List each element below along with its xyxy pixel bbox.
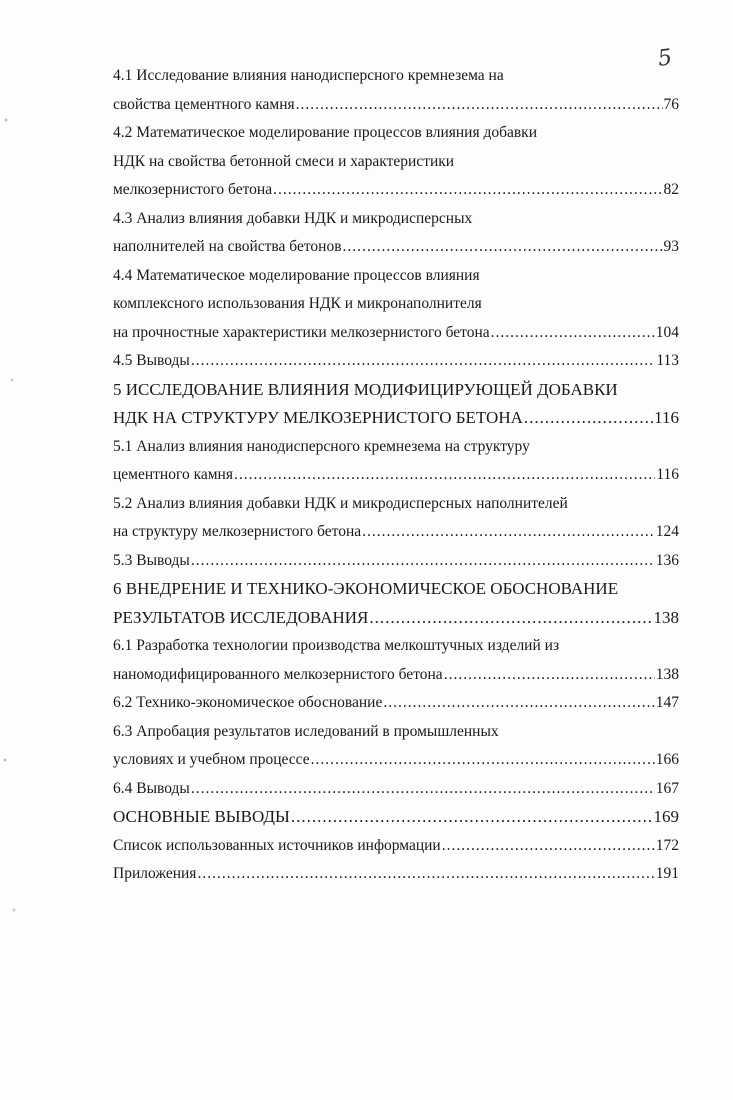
toc-page-number: 138 [655,665,679,683]
toc-page-number: 82 [663,181,679,198]
table-of-contents [113,62,679,889]
toc-entry-text: ОСНОВНЫЕ ВЫВОДЫ [113,807,290,826]
toc-entry-text: условиях и учебном процессе [113,751,310,768]
toc-page-number: 147 [655,694,679,711]
toc-entry-text: НДК НА СТРУКТУРУ МЕЛКОЗЕРНИСТОГО БЕТОНА [113,408,523,427]
toc-line [113,775,679,804]
toc-line [113,347,679,376]
toc-entry-text: 4.4 Математическое моделирование процессов влияния [113,266,480,284]
toc-line [113,376,679,405]
toc-line [113,319,679,348]
toc-page-number: 93 [663,238,679,255]
toc-entry-text: наполнителей на свойства бетонов [113,238,342,255]
toc-line [113,404,679,433]
toc-entry-text: цементного камня [113,466,233,483]
toc-line [113,461,679,490]
toc-entry-text: РЕЗУЛЬТАТОВ ИССЛЕДОВАНИЯ [113,607,369,627]
toc-page-number: 76 [663,95,679,113]
dot-leader [442,832,655,861]
toc-page-number: 166 [655,751,679,768]
toc-entry-text: 6.3 Апробация результатов иследований в промышленных [113,722,499,740]
toc-page-number: 191 [655,865,679,882]
dot-leader [311,746,655,775]
toc-page-number: 124 [655,523,679,540]
toc-entry-text: 6.4 Выводы [113,779,190,797]
toc-line [113,661,679,690]
dot-leader [197,860,654,889]
toc-page-number: 172 [655,836,679,854]
toc-line [113,490,679,519]
toc-line [113,746,679,775]
scan-margin [0,0,22,1100]
dot-leader [444,661,655,690]
toc-page-number: 116 [656,466,679,483]
dot-leader [191,347,655,376]
toc-line [113,632,679,661]
toc-entry-text: свойства цементного камня [113,95,295,113]
toc-line [113,575,679,604]
toc-entry-text: наномодифицированного мелкозернистого бетона [113,665,443,683]
toc-line [113,832,679,861]
dot-leader [343,233,663,262]
toc-page-number: 136 [655,551,679,569]
dot-leader [491,319,655,348]
toc-entry-text: Приложения [113,865,197,882]
toc-entry-text: НДК на свойства бетонной смеси и характеристики [113,152,455,170]
handwritten-page-number: 5 [656,45,674,72]
dot-leader [191,775,655,804]
toc-line [113,62,679,91]
toc-entry-text: комплексного использования НДК и микронаполнителя [113,295,482,312]
toc-entry-text: на прочностные характеристики мелкозернистого бетона [113,323,490,341]
toc-line [113,262,679,291]
dot-leader [191,547,655,576]
dot-leader [273,176,662,205]
toc-line [113,290,679,319]
toc-line [113,803,679,832]
toc-entry-text: на структуру мелкозернистого бетона [113,523,362,540]
toc-page-number: 138 [653,607,679,627]
toc-line [113,518,679,547]
toc-entry-text: 6 ВНЕДРЕНИЕ И ТЕХНИКО-ЭКОНОМИЧЕСКОЕ ОБОСНОВАНИЕ [113,579,619,598]
toc-line [113,148,679,177]
toc-line [113,547,679,576]
toc-line [113,689,679,718]
toc-line [113,119,679,148]
toc-entry-text: мелкозернистого бетона [113,181,273,198]
toc-line [113,860,679,889]
toc-line [113,233,679,262]
toc-entry-text: 4.1 Исследование влияния нанодисперсного кремнезема на [113,67,504,84]
toc-line [113,718,679,747]
dot-leader [524,404,653,433]
toc-entry-text: 4.5 Выводы [113,352,190,369]
toc-page-number: 104 [655,323,679,341]
toc-line [113,176,679,205]
toc-entry-text: 4.3 Анализ влияния добавки НДК и микродисперсных [113,209,473,227]
toc-entry-text: 6.1 Разработка технологии производства мелкоштучных изделий из [113,637,560,654]
dot-leader [234,461,655,490]
toc-entry-text: 5.1 Анализ влияния нанодисперсного кремнезема на структуру [113,437,530,455]
toc-entry-text: 5.2 Анализ влияния добавки НДК и микродисперсных наполнителей [113,494,568,512]
toc-page-number: 169 [653,807,679,826]
toc-entry-text: 4.2 Математическое моделирование процессов влияния добавки [113,124,538,141]
toc-entry-text: Список использованных источников информации [113,836,441,854]
toc-line [113,433,679,462]
toc-entry-text: 5 ИССЛЕДОВАНИЕ ВЛИЯНИЯ МОДИФИЦИРУЮЩЕЙ ДОБАВКИ [113,379,618,399]
dot-leader [369,604,652,633]
dot-leader [291,803,653,832]
dot-leader [383,689,654,718]
toc-line [113,604,679,633]
toc-entry-text: 5.3 Выводы [113,551,190,569]
dot-leader [362,518,655,547]
toc-entry-text: 6.2 Технико-экономическое обоснование [113,694,383,711]
toc-page-number: 113 [656,352,679,369]
toc-page-number: 167 [655,779,679,797]
toc-page-number: 116 [654,408,679,427]
toc-line [113,205,679,234]
toc-line [113,91,679,120]
dot-leader [296,91,663,120]
